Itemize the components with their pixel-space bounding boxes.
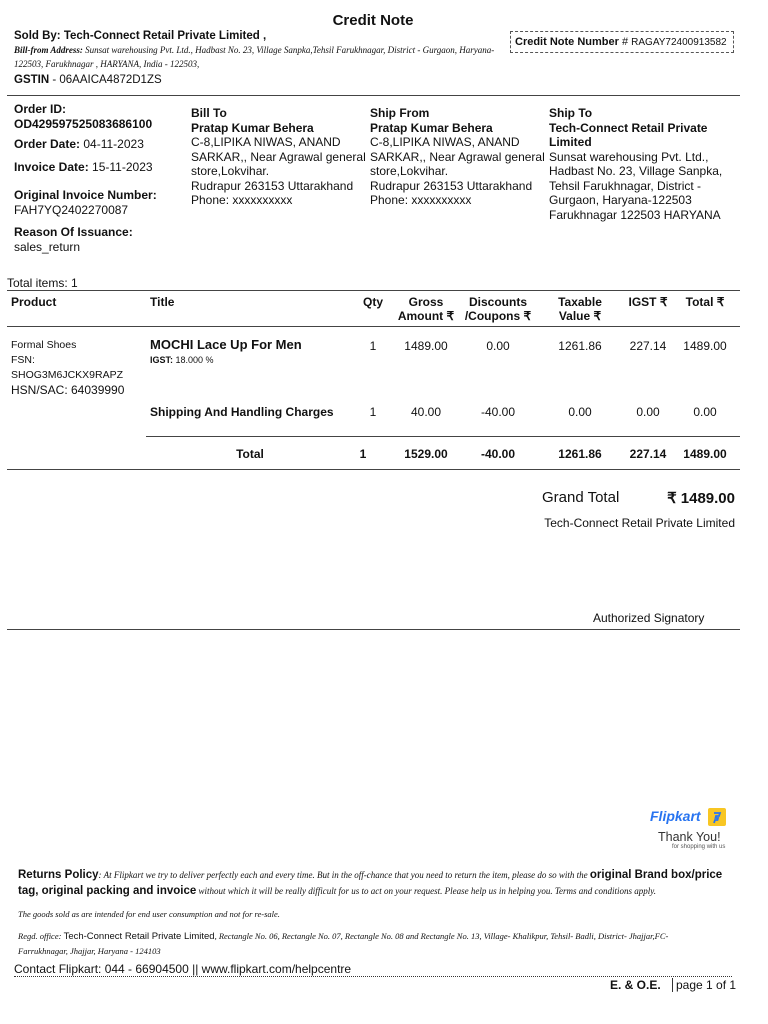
- bill-to-heading: Bill To: [191, 106, 227, 120]
- header-gross-line1: Gross: [408, 295, 444, 309]
- item-hsn: HSN/SAC: 64039990: [11, 383, 125, 397]
- gstin-label: GSTIN: [14, 74, 50, 86]
- ship-to-name: Limited: [549, 135, 592, 149]
- returns-policy-text: : At Flipkart we try to deliver perfectly each and every time. But in the off-chance that you need to return the item, please do so with the: [98, 870, 588, 880]
- header-discounts: [462, 295, 534, 323]
- returns-policy-bold: original Brand box/price tag, original packing and invoice: [18, 869, 723, 897]
- eoe-note: E. & O.E.: [610, 978, 661, 992]
- gstin-value: - 06AAICA4872D1ZS: [52, 74, 162, 86]
- resale-note: The goods sold as are intended for end user consumption and not for re-sale.: [18, 909, 280, 919]
- header-taxable: [545, 295, 615, 323]
- shipping-taxable: 0.00: [568, 405, 592, 419]
- item-category: Formal Shoes: [11, 339, 77, 351]
- sold-by-label: Sold By:: [14, 30, 61, 42]
- bill-to-name: Pratap Kumar Behera: [191, 120, 314, 135]
- header-gross-line2: Amount ₹: [397, 309, 455, 323]
- ship-from-line: SARKAR,, Near Agrawal general: [370, 149, 545, 164]
- order-date: [14, 137, 184, 152]
- bill-from-line2: 122503, Farukhnagar , HARYANA, India - 122503,: [14, 59, 200, 69]
- grand-total-value: ₹ 1489.00: [667, 490, 735, 507]
- regd-text2: Farrukhnagar, Jhajjar, Haryana - 124103: [18, 946, 161, 956]
- shipping-qty: 1: [369, 405, 377, 419]
- regd-text: , Rectangle No. 06, Rectangle No. 07, Rectangle No. 08 and Rectangle No. 13, Village- Khalikpur, Tehsil- Badli, District- Jhajjar,FC-: [214, 931, 669, 941]
- contact-info: Contact Flipkart: 044 - 66904500 || www.flipkart.com/helpcentre: [14, 962, 352, 976]
- totals-label: Total: [236, 447, 264, 461]
- bill-to-line: SARKAR,, Near Agrawal general: [191, 149, 366, 164]
- bill-to-phone: Phone: xxxxxxxxxx: [191, 193, 293, 207]
- total-items: Total items: 1: [7, 276, 78, 290]
- bill-from-label: Bill-from Address:: [14, 45, 83, 55]
- ship-from-line: Rudrapur 263153 Uttarakhand: [370, 178, 533, 193]
- shipping-total: 0.00: [693, 405, 717, 419]
- gstin: [14, 74, 162, 86]
- totals-taxable: 1261.86: [558, 447, 602, 461]
- totals-gross: 1529.00: [404, 447, 448, 461]
- bill-to-line: Rudrapur 263153 Uttarakhand: [191, 178, 354, 193]
- order-details: [14, 102, 184, 254]
- signatory-divider: [7, 629, 740, 630]
- order-date-value: 04-11-2023: [83, 137, 144, 151]
- grand-total-label: Grand Total: [542, 489, 620, 506]
- item-igst-rate: [150, 355, 214, 365]
- returns-policy: [18, 867, 730, 899]
- table-top-border: [7, 290, 740, 291]
- flipkart-wordmark: Flipkart: [650, 808, 701, 824]
- shipping-title: Shipping And Handling Charges: [150, 405, 334, 419]
- header-divider: [7, 95, 740, 96]
- bill-from-address: [14, 43, 509, 71]
- item-igst: 227.14: [629, 339, 667, 353]
- ship-from-name: Pratap Kumar Behera: [370, 120, 493, 135]
- item-title: MOCHI Lace Up For Men: [150, 337, 302, 352]
- orig-invoice-label: Original Invoice Number:: [14, 188, 157, 202]
- ship-from-phone: Phone: xxxxxxxxxx: [370, 193, 472, 207]
- order-id-label: Order ID:: [14, 102, 67, 116]
- ship-to-line: Sunsat warehousing Pvt. Ltd.,: [549, 149, 709, 164]
- credit-note-number: RAGAY72400913582: [631, 37, 727, 48]
- reason-label: Reason Of Issuance:: [14, 225, 133, 239]
- header-product: Product: [11, 295, 57, 309]
- ship-to-line: Tehsil Farukhnagar, District -: [549, 178, 702, 193]
- order-id-value: OD429597525083686100: [14, 116, 153, 131]
- header-title: Title: [150, 295, 175, 309]
- document-title: Credit Note: [332, 12, 414, 29]
- sold-by-name: Tech-Connect Retail Private Limited ,: [63, 30, 267, 42]
- item-gross: 1489.00: [404, 339, 448, 353]
- orig-invoice-value: FAH7YQ2402270087: [14, 202, 129, 217]
- totals-discount: -40.00: [480, 447, 516, 461]
- ship-to-heading: Ship To: [549, 106, 593, 120]
- authorized-signatory: Authorized Signatory: [593, 611, 705, 625]
- table-header-border: [7, 326, 740, 327]
- header-qty: Qty: [362, 295, 383, 309]
- totals-divider: [146, 436, 740, 437]
- header-taxable-line1: Taxable: [558, 295, 602, 309]
- ship-to-line: Hadbast No. 23, Village Sanpka,: [549, 164, 723, 178]
- totals-qty: 1: [359, 447, 367, 461]
- returns-policy-text2: without which it will be really difficult for us to act on your request. Please help us in helping you. Terms and conditions apply.: [198, 886, 657, 896]
- page-number: page 1 of 1: [672, 978, 736, 992]
- reason-value: sales_return: [14, 239, 81, 254]
- ship-to-name: Tech-Connect Retail Private: [549, 120, 708, 135]
- flipkart-bag-icon: [708, 808, 726, 826]
- credit-note-label: Credit Note Number: [515, 36, 619, 48]
- item-total: 1489.00: [683, 339, 727, 353]
- credit-note-number-box: [510, 31, 734, 53]
- ship-from-block: [370, 106, 545, 208]
- item-igst-label: IGST:: [150, 355, 174, 365]
- item-discount: 0.00: [486, 339, 510, 353]
- shipping-discount: -40.00: [480, 405, 516, 419]
- order-date-label: Order Date:: [14, 137, 81, 151]
- sold-by: [14, 30, 266, 42]
- invoice-date-label: Invoice Date:: [14, 159, 89, 174]
- shipping-gross: 40.00: [410, 405, 442, 419]
- ship-to-line: Gurgaon, Haryana-122503: [549, 193, 692, 207]
- item-qty: 1: [369, 339, 377, 353]
- item-product-info: [11, 338, 124, 398]
- regd-label: Regd. office:: [18, 931, 62, 941]
- header-gross: [394, 295, 458, 323]
- ship-to-line: Farukhnagar 122503 HARYANA: [549, 207, 721, 222]
- bill-to-block: [191, 106, 366, 208]
- bill-to-line: C-8,LIPIKA NIWAS, ANAND: [191, 135, 341, 149]
- thank-you-tagline: for shopping with us: [672, 844, 726, 850]
- bill-to-line: store,Lokvihar.: [191, 164, 270, 178]
- header-igst: IGST ₹: [628, 295, 668, 309]
- ship-from-line: C-8,LIPIKA NIWAS, ANAND: [370, 135, 520, 149]
- header-taxable-line2: Value ₹: [558, 309, 602, 323]
- returns-policy-label: Returns Policy: [18, 869, 99, 881]
- item-fsn-label: FSN:: [11, 354, 35, 366]
- credit-note-hash: #: [621, 36, 629, 48]
- invoice-date: [14, 160, 184, 175]
- header-discounts-line1: Discounts: [468, 295, 527, 309]
- ship-to-block: [549, 106, 739, 222]
- totals-total: 1489.00: [683, 447, 727, 461]
- shipping-igst: 0.00: [636, 405, 660, 419]
- item-fsn: SHOG3M6JCKX9RAPZ: [11, 369, 124, 381]
- ship-from-line: store,Lokvihar.: [370, 164, 449, 178]
- item-igst-value: 18.000 %: [175, 355, 214, 365]
- registered-office: [18, 929, 730, 959]
- thank-you-text: Thank You!: [658, 830, 721, 844]
- footer-dotted-line: [14, 976, 732, 977]
- flipkart-logo: [650, 808, 734, 854]
- header-total: Total ₹: [685, 295, 725, 309]
- item-taxable: 1261.86: [558, 339, 602, 353]
- header-discounts-line2: /Coupons ₹: [464, 309, 532, 323]
- ship-from-heading: Ship From: [370, 106, 430, 120]
- regd-company: Tech-Connect Retail Private Limited: [63, 931, 215, 942]
- company-sign-name: Tech-Connect Retail Private Limited: [544, 516, 735, 530]
- totals-igst: 227.14: [629, 447, 667, 461]
- invoice-date-value: 15-11-2023: [92, 159, 153, 174]
- bill-from-line1: Sunsat warehousing Pvt. Ltd., Hadbast No. 23, Village Sanpka,Tehsil Farukhnagar, District - Gurgaon, Haryana-: [85, 45, 495, 55]
- table-bottom-border: [7, 469, 740, 470]
